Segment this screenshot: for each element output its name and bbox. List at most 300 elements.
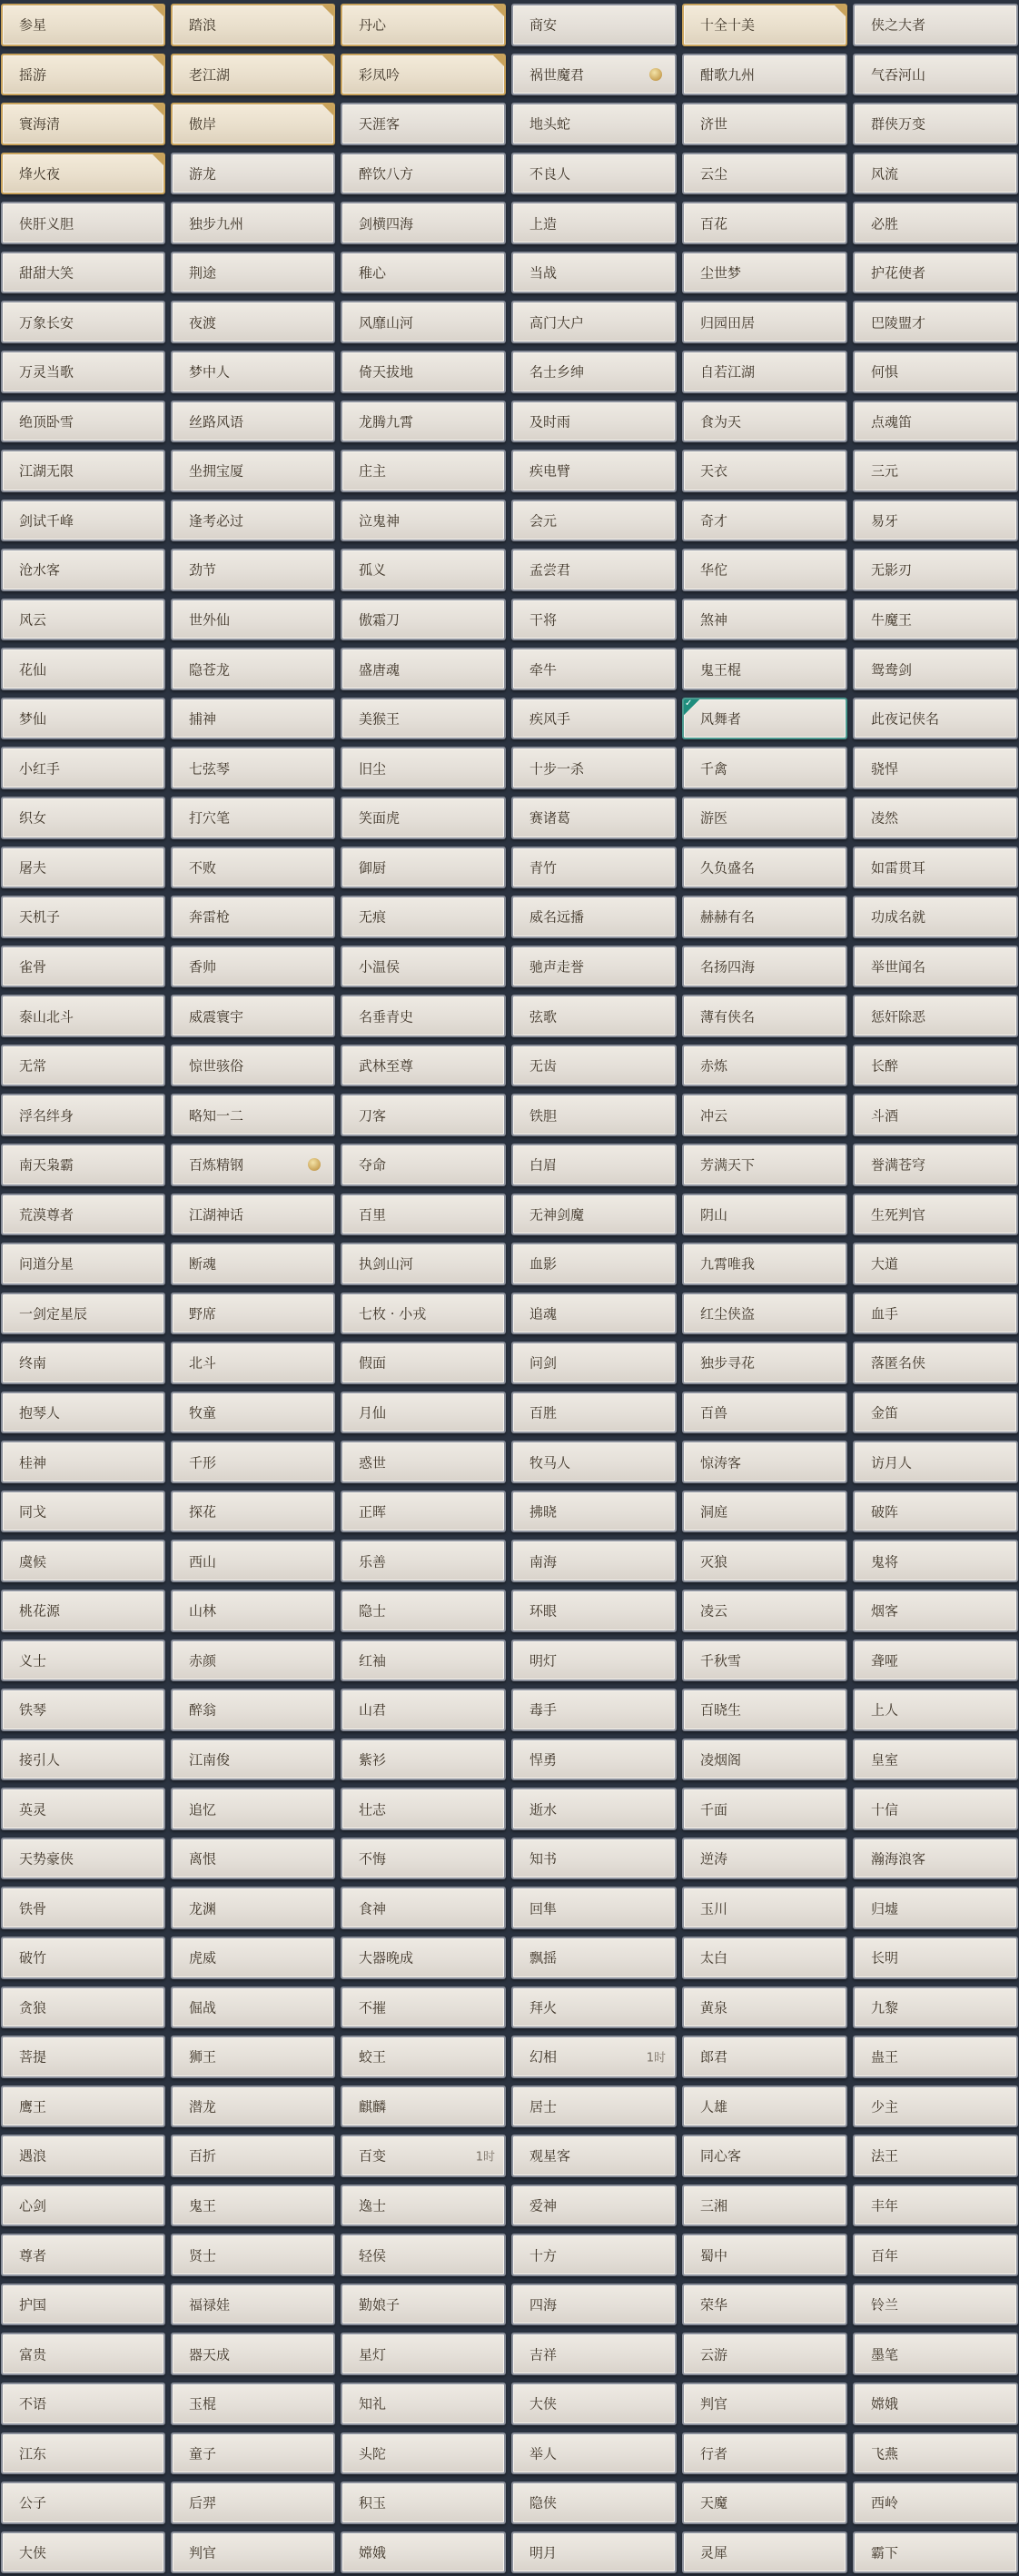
title-tile[interactable] bbox=[682, 1540, 847, 1582]
title-tile[interactable] bbox=[511, 1094, 677, 1136]
title-tile[interactable] bbox=[1, 2383, 165, 2425]
title-tile[interactable] bbox=[682, 1243, 847, 1285]
title-tile[interactable] bbox=[682, 1441, 847, 1483]
title-tile[interactable] bbox=[511, 500, 677, 542]
title-tile[interactable] bbox=[1, 2036, 165, 2078]
title-tile[interactable] bbox=[682, 1392, 847, 1434]
title-tile[interactable] bbox=[511, 1045, 677, 1087]
title-tile[interactable] bbox=[682, 1491, 847, 1533]
title-tile[interactable] bbox=[171, 946, 335, 988]
title-tile[interactable] bbox=[511, 1590, 677, 1632]
title-tile[interactable] bbox=[171, 995, 335, 1037]
title-tile[interactable] bbox=[511, 946, 677, 988]
title-tile[interactable] bbox=[171, 401, 335, 443]
title-tile[interactable] bbox=[682, 2234, 847, 2276]
title-tile[interactable] bbox=[853, 1441, 1018, 1483]
title-tile[interactable] bbox=[341, 1045, 506, 1087]
title-tile[interactable] bbox=[171, 847, 335, 889]
title-tile[interactable] bbox=[511, 1887, 677, 1929]
title-tile[interactable] bbox=[853, 1689, 1018, 1731]
title-tile[interactable] bbox=[341, 1243, 506, 1285]
title-tile[interactable] bbox=[341, 252, 506, 294]
title-tile[interactable] bbox=[1, 648, 165, 690]
title-tile[interactable] bbox=[171, 103, 335, 145]
title-tile[interactable] bbox=[682, 351, 847, 393]
title-tile[interactable] bbox=[682, 153, 847, 195]
title-tile[interactable] bbox=[341, 301, 506, 343]
title-tile[interactable] bbox=[171, 1788, 335, 1830]
title-tile[interactable] bbox=[853, 698, 1018, 740]
title-tile[interactable] bbox=[682, 747, 847, 789]
title-tile[interactable] bbox=[1, 698, 165, 740]
title-tile[interactable] bbox=[1, 1887, 165, 1929]
title-tile[interactable] bbox=[171, 252, 335, 294]
title-tile[interactable] bbox=[1, 1788, 165, 1830]
title-tile[interactable] bbox=[1, 2234, 165, 2276]
title-tile[interactable] bbox=[682, 2036, 847, 2078]
title-tile[interactable] bbox=[171, 4, 335, 46]
title-tile[interactable] bbox=[853, 1045, 1018, 1087]
title-tile[interactable] bbox=[1, 401, 165, 443]
title-tile[interactable] bbox=[1, 1540, 165, 1582]
title-tile[interactable] bbox=[171, 747, 335, 789]
title-tile[interactable] bbox=[171, 2482, 335, 2524]
title-tile[interactable] bbox=[682, 2432, 847, 2475]
title-tile[interactable] bbox=[682, 1144, 847, 1186]
title-tile[interactable] bbox=[341, 1540, 506, 1582]
title-tile[interactable] bbox=[341, 2531, 506, 2574]
title-tile[interactable] bbox=[511, 747, 677, 789]
title-tile[interactable] bbox=[1, 2086, 165, 2128]
title-tile[interactable] bbox=[341, 4, 506, 46]
title-tile[interactable] bbox=[853, 1788, 1018, 1830]
title-tile[interactable] bbox=[341, 1739, 506, 1781]
title-tile[interactable] bbox=[341, 351, 506, 393]
title-tile[interactable] bbox=[1, 747, 165, 789]
title-tile[interactable] bbox=[1, 1838, 165, 1880]
title-tile[interactable] bbox=[171, 648, 335, 690]
title-tile[interactable] bbox=[341, 1144, 506, 1186]
title-tile[interactable] bbox=[682, 797, 847, 839]
title-tile[interactable] bbox=[853, 1392, 1018, 1434]
title-tile[interactable] bbox=[341, 1640, 506, 1682]
title-tile[interactable] bbox=[511, 2234, 677, 2276]
title-tile[interactable] bbox=[1, 1243, 165, 1285]
title-tile[interactable] bbox=[171, 2383, 335, 2425]
title-tile[interactable] bbox=[341, 1689, 506, 1731]
title-tile[interactable] bbox=[511, 2284, 677, 2326]
title-tile[interactable] bbox=[853, 599, 1018, 641]
title-tile[interactable] bbox=[682, 252, 847, 294]
title-tile[interactable] bbox=[511, 549, 677, 591]
title-tile[interactable] bbox=[171, 2531, 335, 2574]
title-tile[interactable] bbox=[1, 500, 165, 542]
title-tile[interactable] bbox=[1, 995, 165, 1037]
title-tile[interactable] bbox=[853, 1540, 1018, 1582]
title-tile[interactable] bbox=[511, 1540, 677, 1582]
title-tile[interactable] bbox=[511, 1392, 677, 1434]
title-tile[interactable] bbox=[511, 1441, 677, 1483]
title-tile[interactable] bbox=[1, 1739, 165, 1781]
title-tile[interactable] bbox=[511, 1937, 677, 1979]
title-tile[interactable] bbox=[853, 1640, 1018, 1682]
title-tile[interactable] bbox=[171, 54, 335, 96]
title-tile[interactable] bbox=[171, 2333, 335, 2375]
title-tile[interactable] bbox=[1, 1342, 165, 1384]
title-tile[interactable] bbox=[171, 351, 335, 393]
title-tile[interactable] bbox=[341, 1887, 506, 1929]
title-tile[interactable] bbox=[511, 1640, 677, 1682]
title-tile[interactable] bbox=[1, 946, 165, 988]
title-tile[interactable] bbox=[341, 2086, 506, 2128]
title-tile[interactable] bbox=[341, 1194, 506, 1236]
title-tile[interactable] bbox=[511, 847, 677, 889]
title-tile[interactable] bbox=[1, 301, 165, 343]
title-tile[interactable] bbox=[511, 2135, 677, 2177]
title-tile[interactable] bbox=[1, 4, 165, 46]
title-tile[interactable] bbox=[853, 1094, 1018, 1136]
title-tile[interactable] bbox=[511, 698, 677, 740]
title-tile[interactable] bbox=[682, 847, 847, 889]
title-tile[interactable] bbox=[1, 450, 165, 492]
title-tile[interactable] bbox=[171, 1392, 335, 1434]
title-tile[interactable] bbox=[682, 896, 847, 938]
title-tile[interactable] bbox=[1, 2482, 165, 2524]
title-tile[interactable] bbox=[341, 2383, 506, 2425]
title-tile[interactable] bbox=[511, 202, 677, 244]
title-tile[interactable] bbox=[1, 1392, 165, 1434]
title-tile[interactable] bbox=[511, 2482, 677, 2524]
title-tile[interactable] bbox=[171, 1045, 335, 1087]
title-tile[interactable] bbox=[853, 103, 1018, 145]
title-tile[interactable] bbox=[511, 2036, 677, 2078]
title-tile[interactable] bbox=[853, 1937, 1018, 1979]
title-tile[interactable] bbox=[171, 500, 335, 542]
title-tile[interactable] bbox=[853, 2482, 1018, 2524]
title-tile[interactable] bbox=[1, 896, 165, 938]
title-tile[interactable] bbox=[853, 450, 1018, 492]
title-tile[interactable] bbox=[1, 54, 165, 96]
title-tile[interactable] bbox=[853, 1194, 1018, 1236]
title-tile[interactable] bbox=[682, 401, 847, 443]
title-tile[interactable] bbox=[682, 1986, 847, 2029]
title-tile[interactable] bbox=[511, 1838, 677, 1880]
title-tile[interactable] bbox=[511, 252, 677, 294]
title-tile[interactable] bbox=[853, 2531, 1018, 2574]
title-tile[interactable] bbox=[341, 797, 506, 839]
title-tile[interactable] bbox=[511, 1194, 677, 1236]
title-tile[interactable] bbox=[171, 1342, 335, 1384]
title-tile[interactable] bbox=[511, 995, 677, 1037]
title-tile[interactable] bbox=[682, 1937, 847, 1979]
title-tile[interactable] bbox=[171, 698, 335, 740]
title-tile[interactable] bbox=[853, 153, 1018, 195]
title-tile[interactable] bbox=[1, 847, 165, 889]
title-tile[interactable] bbox=[341, 946, 506, 988]
title-tile[interactable] bbox=[171, 153, 335, 195]
title-tile[interactable] bbox=[853, 2234, 1018, 2276]
title-tile[interactable] bbox=[682, 995, 847, 1037]
title-tile[interactable] bbox=[341, 648, 506, 690]
title-tile[interactable] bbox=[341, 847, 506, 889]
title-tile[interactable] bbox=[341, 54, 506, 96]
title-tile[interactable] bbox=[853, 1838, 1018, 1880]
title-tile[interactable] bbox=[171, 2086, 335, 2128]
title-tile[interactable] bbox=[341, 2284, 506, 2326]
title-tile[interactable] bbox=[171, 2432, 335, 2475]
title-tile[interactable] bbox=[171, 2135, 335, 2177]
title-tile[interactable] bbox=[682, 698, 847, 740]
title-tile[interactable] bbox=[853, 946, 1018, 988]
title-tile[interactable] bbox=[171, 1194, 335, 1236]
title-tile[interactable] bbox=[853, 2284, 1018, 2326]
title-tile[interactable] bbox=[171, 1689, 335, 1731]
title-tile[interactable] bbox=[1, 202, 165, 244]
title-tile[interactable] bbox=[1, 153, 165, 195]
title-tile[interactable] bbox=[853, 995, 1018, 1037]
title-tile[interactable] bbox=[341, 1788, 506, 1830]
title-tile[interactable] bbox=[511, 4, 677, 46]
title-tile[interactable] bbox=[1, 2531, 165, 2574]
title-tile[interactable] bbox=[171, 202, 335, 244]
title-tile[interactable] bbox=[341, 1937, 506, 1979]
title-tile[interactable] bbox=[341, 995, 506, 1037]
title-tile[interactable] bbox=[682, 1788, 847, 1830]
title-tile[interactable] bbox=[171, 797, 335, 839]
title-tile[interactable] bbox=[853, 797, 1018, 839]
title-tile[interactable] bbox=[682, 1689, 847, 1731]
title-tile[interactable] bbox=[171, 1144, 335, 1186]
title-tile[interactable] bbox=[511, 450, 677, 492]
title-tile[interactable] bbox=[853, 896, 1018, 938]
title-tile[interactable] bbox=[853, 2036, 1018, 2078]
title-tile[interactable] bbox=[511, 1491, 677, 1533]
title-tile[interactable] bbox=[853, 1491, 1018, 1533]
title-tile[interactable] bbox=[853, 1887, 1018, 1929]
title-tile[interactable] bbox=[511, 1144, 677, 1186]
title-tile[interactable] bbox=[341, 2482, 506, 2524]
title-tile[interactable] bbox=[682, 202, 847, 244]
title-tile[interactable] bbox=[682, 4, 847, 46]
title-tile[interactable] bbox=[341, 747, 506, 789]
title-tile[interactable] bbox=[171, 1887, 335, 1929]
title-tile[interactable] bbox=[341, 2185, 506, 2227]
title-tile[interactable] bbox=[1, 2284, 165, 2326]
title-tile[interactable] bbox=[171, 549, 335, 591]
title-tile[interactable] bbox=[511, 1788, 677, 1830]
title-tile[interactable] bbox=[853, 648, 1018, 690]
title-tile[interactable] bbox=[853, 1986, 1018, 2029]
title-tile[interactable] bbox=[853, 4, 1018, 46]
title-tile[interactable] bbox=[341, 2036, 506, 2078]
title-tile[interactable] bbox=[1, 252, 165, 294]
title-tile[interactable] bbox=[682, 450, 847, 492]
title-tile[interactable] bbox=[341, 1986, 506, 2029]
title-tile[interactable] bbox=[853, 1293, 1018, 1335]
title-tile[interactable] bbox=[682, 301, 847, 343]
title-tile[interactable] bbox=[1, 1986, 165, 2029]
title-tile[interactable] bbox=[853, 252, 1018, 294]
title-tile[interactable] bbox=[853, 500, 1018, 542]
title-tile[interactable] bbox=[341, 401, 506, 443]
title-tile[interactable] bbox=[1, 2185, 165, 2227]
title-tile[interactable] bbox=[682, 2284, 847, 2326]
title-tile[interactable] bbox=[853, 2135, 1018, 2177]
title-tile[interactable] bbox=[1, 1640, 165, 1682]
title-tile[interactable] bbox=[1, 1590, 165, 1632]
title-tile[interactable] bbox=[682, 1887, 847, 1929]
title-tile[interactable] bbox=[341, 1491, 506, 1533]
title-tile[interactable] bbox=[853, 549, 1018, 591]
title-tile[interactable] bbox=[682, 2333, 847, 2375]
title-tile[interactable] bbox=[853, 1243, 1018, 1285]
title-tile[interactable] bbox=[682, 1194, 847, 1236]
title-tile[interactable] bbox=[853, 1342, 1018, 1384]
title-tile[interactable] bbox=[171, 896, 335, 938]
title-tile[interactable] bbox=[171, 1739, 335, 1781]
title-tile[interactable] bbox=[853, 301, 1018, 343]
title-tile[interactable] bbox=[511, 103, 677, 145]
title-tile[interactable] bbox=[511, 648, 677, 690]
title-tile[interactable] bbox=[853, 2086, 1018, 2128]
title-tile[interactable] bbox=[511, 401, 677, 443]
title-tile[interactable] bbox=[341, 1838, 506, 1880]
title-tile[interactable] bbox=[1, 1094, 165, 1136]
title-tile[interactable] bbox=[171, 2036, 335, 2078]
title-tile[interactable] bbox=[511, 2086, 677, 2128]
title-tile[interactable] bbox=[511, 2185, 677, 2227]
title-tile[interactable] bbox=[853, 2333, 1018, 2375]
title-tile[interactable] bbox=[511, 351, 677, 393]
title-tile[interactable] bbox=[1, 2432, 165, 2475]
title-tile[interactable] bbox=[853, 2185, 1018, 2227]
title-tile[interactable] bbox=[511, 1739, 677, 1781]
title-tile[interactable] bbox=[1, 103, 165, 145]
title-tile[interactable] bbox=[682, 1739, 847, 1781]
title-tile[interactable] bbox=[171, 599, 335, 641]
title-tile[interactable] bbox=[171, 1937, 335, 1979]
title-tile[interactable] bbox=[853, 747, 1018, 789]
title-tile[interactable] bbox=[511, 54, 677, 96]
title-tile[interactable] bbox=[511, 1243, 677, 1285]
title-tile[interactable] bbox=[171, 1640, 335, 1682]
title-tile[interactable] bbox=[682, 2086, 847, 2128]
title-tile[interactable] bbox=[1, 1144, 165, 1186]
title-tile[interactable] bbox=[682, 946, 847, 988]
title-tile[interactable] bbox=[853, 351, 1018, 393]
title-tile[interactable] bbox=[511, 2432, 677, 2475]
title-tile[interactable] bbox=[511, 797, 677, 839]
title-tile[interactable] bbox=[171, 450, 335, 492]
title-tile[interactable] bbox=[171, 1491, 335, 1533]
title-tile[interactable] bbox=[341, 1441, 506, 1483]
title-tile[interactable] bbox=[341, 202, 506, 244]
title-tile[interactable] bbox=[511, 599, 677, 641]
title-tile[interactable] bbox=[1, 1491, 165, 1533]
title-tile[interactable] bbox=[511, 1342, 677, 1384]
title-tile[interactable] bbox=[1, 549, 165, 591]
title-tile[interactable] bbox=[171, 1986, 335, 2029]
title-tile[interactable] bbox=[682, 1640, 847, 1682]
title-tile[interactable] bbox=[682, 2135, 847, 2177]
title-tile[interactable] bbox=[511, 2531, 677, 2574]
title-tile[interactable] bbox=[171, 2234, 335, 2276]
title-tile[interactable] bbox=[853, 1144, 1018, 1186]
title-tile[interactable] bbox=[1, 1045, 165, 1087]
title-tile[interactable] bbox=[341, 1590, 506, 1632]
title-tile[interactable] bbox=[511, 1293, 677, 1335]
title-tile[interactable] bbox=[682, 1590, 847, 1632]
title-tile[interactable] bbox=[682, 1342, 847, 1384]
title-tile[interactable] bbox=[682, 1045, 847, 1087]
title-tile[interactable] bbox=[341, 450, 506, 492]
title-tile[interactable] bbox=[1, 351, 165, 393]
title-tile[interactable] bbox=[682, 2531, 847, 2574]
title-tile[interactable] bbox=[341, 1094, 506, 1136]
title-tile[interactable] bbox=[682, 2383, 847, 2425]
title-tile[interactable] bbox=[682, 599, 847, 641]
title-tile[interactable] bbox=[341, 1342, 506, 1384]
title-tile[interactable] bbox=[341, 698, 506, 740]
title-tile[interactable] bbox=[511, 301, 677, 343]
title-tile[interactable] bbox=[682, 648, 847, 690]
title-tile[interactable] bbox=[1, 599, 165, 641]
title-tile[interactable] bbox=[682, 500, 847, 542]
title-tile[interactable] bbox=[1, 2135, 165, 2177]
title-tile[interactable] bbox=[511, 1986, 677, 2029]
title-tile[interactable] bbox=[511, 1689, 677, 1731]
title-tile[interactable] bbox=[853, 2383, 1018, 2425]
title-tile[interactable] bbox=[341, 2135, 506, 2177]
title-tile[interactable] bbox=[682, 103, 847, 145]
title-tile[interactable] bbox=[682, 2482, 847, 2524]
title-tile[interactable] bbox=[682, 1094, 847, 1136]
title-tile[interactable] bbox=[171, 1540, 335, 1582]
title-tile[interactable] bbox=[682, 54, 847, 96]
title-tile[interactable] bbox=[341, 153, 506, 195]
title-tile[interactable] bbox=[682, 549, 847, 591]
title-tile[interactable] bbox=[853, 847, 1018, 889]
title-tile[interactable] bbox=[511, 2383, 677, 2425]
title-tile[interactable] bbox=[341, 1392, 506, 1434]
title-tile[interactable] bbox=[341, 1293, 506, 1335]
title-tile[interactable] bbox=[1, 1689, 165, 1731]
title-tile[interactable] bbox=[511, 896, 677, 938]
title-tile[interactable] bbox=[341, 2333, 506, 2375]
title-tile[interactable] bbox=[171, 1094, 335, 1136]
title-tile[interactable] bbox=[1, 1937, 165, 1979]
title-tile[interactable] bbox=[682, 1838, 847, 1880]
title-tile[interactable] bbox=[511, 2333, 677, 2375]
title-tile[interactable] bbox=[853, 202, 1018, 244]
title-tile[interactable] bbox=[682, 1293, 847, 1335]
title-tile[interactable] bbox=[171, 1293, 335, 1335]
title-tile[interactable] bbox=[511, 153, 677, 195]
title-tile[interactable] bbox=[171, 2185, 335, 2227]
title-tile[interactable] bbox=[1, 1441, 165, 1483]
title-tile[interactable] bbox=[853, 54, 1018, 96]
title-tile[interactable] bbox=[853, 2432, 1018, 2475]
title-tile[interactable] bbox=[682, 2185, 847, 2227]
title-tile[interactable] bbox=[171, 1243, 335, 1285]
title-tile[interactable] bbox=[341, 599, 506, 641]
title-tile[interactable] bbox=[341, 2432, 506, 2475]
title-tile[interactable] bbox=[341, 500, 506, 542]
title-tile[interactable] bbox=[1, 1194, 165, 1236]
title-tile[interactable] bbox=[341, 896, 506, 938]
title-tile[interactable] bbox=[171, 1441, 335, 1483]
title-tile[interactable] bbox=[853, 1739, 1018, 1781]
